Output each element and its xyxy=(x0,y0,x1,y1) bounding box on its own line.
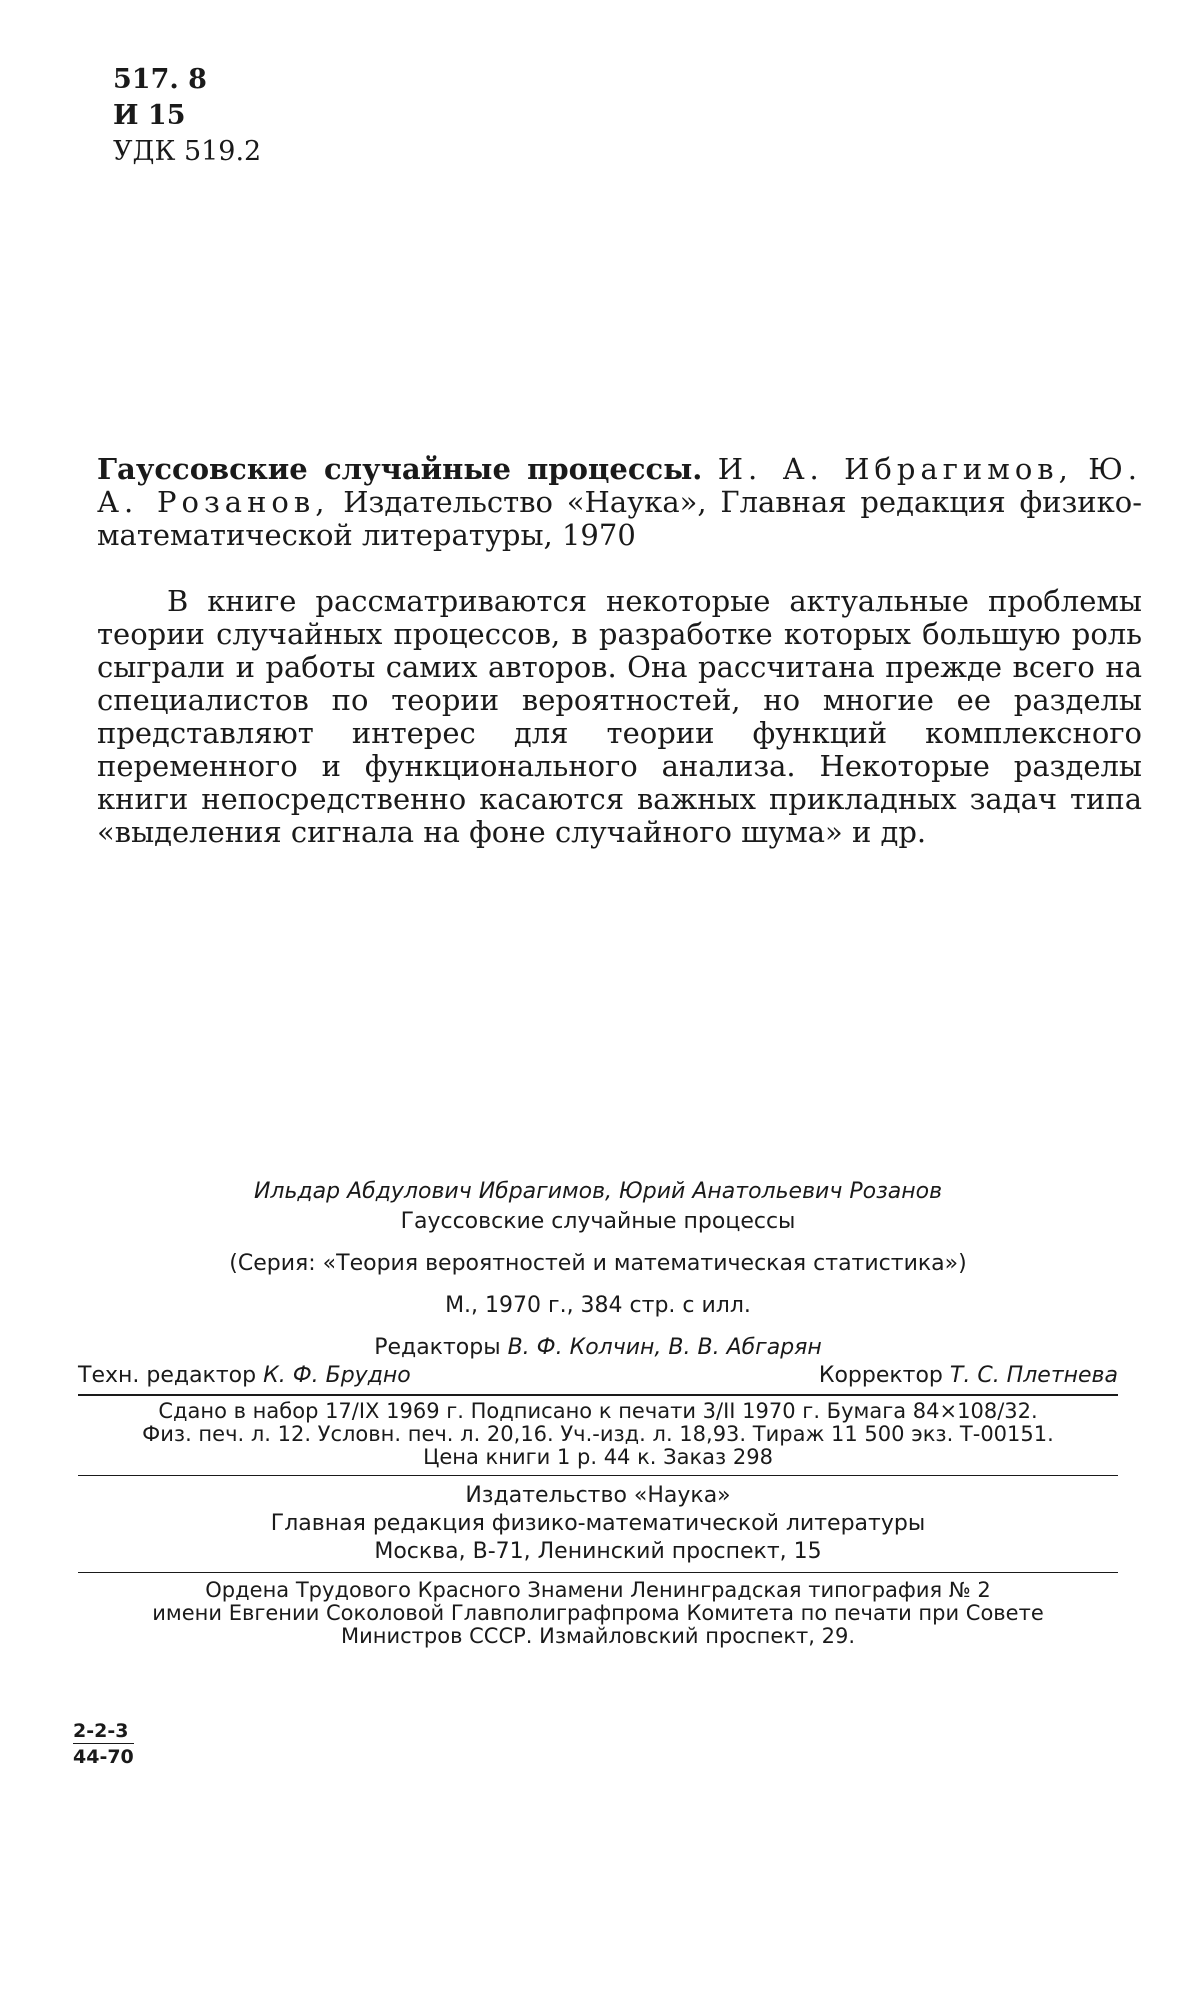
udk-code: УДК 519.2 xyxy=(113,136,262,167)
publisher-department: Главная редакция физико-математической литературы xyxy=(270,1511,926,1536)
colophon xyxy=(78,1178,1118,1648)
tech-editor-label: Техн. редактор xyxy=(78,1363,257,1388)
bbk-code: 517. 8 xyxy=(113,64,207,95)
proofreader-label: Корректор xyxy=(818,1363,943,1388)
tech-editor xyxy=(78,1362,411,1390)
colophon-series: (Серия: «Теория вероятностей и математическая статистика») xyxy=(229,1251,967,1276)
colophon-editors xyxy=(78,1334,1118,1362)
annotation-text: В книге рассматриваются некоторые актуальные проблемы теории случайных процессов, в разработке которых большую роль сыграли и работы самих авторов. Она рассчитана прежде всего на специалистов по теории вероятностей, но многие ее разделы представляют интерес для теории функций комплексного переменного и функционального анализа. Некоторые разделы книги непосредственно касаются важных прикладных задач типа «выделения сигнала на фоне случайного шума» и др. xyxy=(97,584,1142,849)
editors-label: Редакторы xyxy=(374,1335,501,1360)
publisher-info: Издательство «Наука», Главная редакция физико-математической литературы, 1970 xyxy=(97,485,1143,552)
printer-line-2: имени Евгении Соколовой Главполиграфпрома Комитета по печати при Совете xyxy=(152,1601,1044,1625)
colophon-title: Гауссовские случайные процессы xyxy=(400,1209,796,1234)
divider xyxy=(78,1572,1118,1573)
author-ibragimov: И. А. Ибрагимов, xyxy=(717,452,1073,486)
classification-codes xyxy=(113,62,261,170)
tech-editor-name: К. Ф. Брудно xyxy=(263,1363,411,1388)
proofreader-name: Т. С. Плетнева xyxy=(949,1363,1118,1388)
printer-line-3: Министров СССР. Измайловский проспект, 29. xyxy=(340,1624,855,1648)
divider xyxy=(78,1394,1118,1396)
publisher-address: Москва, В-71, Ленинский проспект, 15 xyxy=(374,1539,822,1564)
proofreader xyxy=(819,1362,1118,1390)
production-line-3: Цена книги 1 р. 44 к. Заказ 298 xyxy=(423,1445,773,1469)
editors-names: В. Ф. Колчин, В. В. Абгарян xyxy=(507,1335,822,1360)
book-title: Гауссовские случайные процессы. xyxy=(97,452,703,486)
author-mark: И 15 xyxy=(113,100,186,131)
printer-line-1: Ордена Трудового Красного Знамени Ленинградская типография № 2 xyxy=(205,1578,991,1602)
colophon-imprint: М., 1970 г., 384 стр. с илл. xyxy=(445,1293,751,1318)
tech-editor-proofreader-row xyxy=(78,1362,1118,1390)
order-codes xyxy=(73,1720,134,1768)
divider xyxy=(78,1475,1118,1476)
colophon-authors: Ильдар Абдулович Ибрагимов, Юрий Анатольевич Розанов xyxy=(253,1179,943,1204)
order-code-top: 2-2-3 xyxy=(73,1720,134,1744)
bibliographic-entry xyxy=(97,453,1142,552)
publisher-name: Издательство «Наука» xyxy=(465,1483,731,1508)
author-rozanov: Ю. А. Розанов, xyxy=(97,452,1143,519)
production-line-2: Физ. печ. л. 12. Условн. печ. л. 20,16. Уч.-изд. л. 18,93. Тираж 11 500 экз. Т-00151. xyxy=(142,1422,1054,1446)
annotation xyxy=(97,585,1142,849)
production-line-1: Сдано в набор 17/IX 1969 г. Подписано к печати 3/II 1970 г. Бумага 84×108/32. xyxy=(158,1399,1038,1423)
order-code-bottom: 44-70 xyxy=(73,1746,134,1768)
